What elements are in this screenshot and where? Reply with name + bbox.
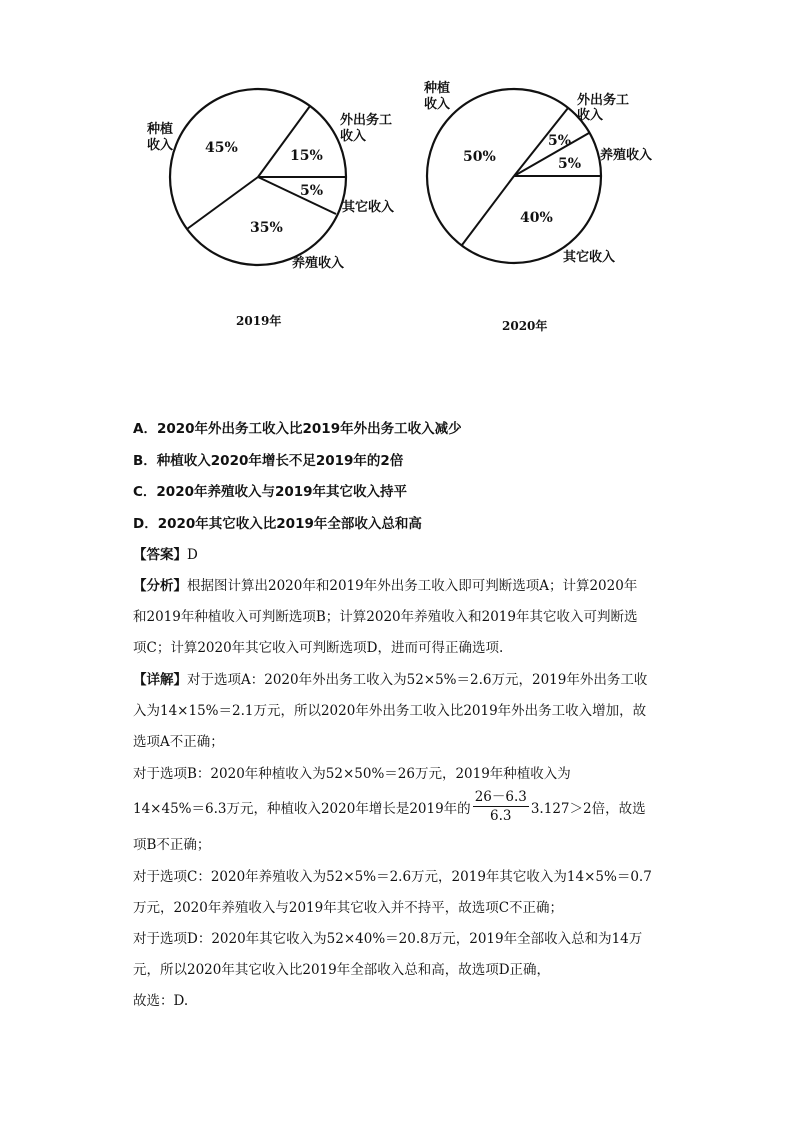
answer-tag: 【答案】 (133, 547, 187, 563)
pie-slice-label: 45% (205, 140, 238, 156)
detail-text: 对于选项A：2020年外出务工收入为52×5%＝2.6万元，2019年外出务工收 (187, 672, 648, 688)
pie-category-label: 收入 (147, 138, 174, 153)
answer-text: D (187, 547, 198, 563)
analysis-tag: 【分析】 (133, 578, 187, 594)
analysis-line: 和2019年种植收入可判断选项B；计算2020年养殖收入和2019年其它收入可判断选 (133, 609, 638, 625)
pie-category-label: 收入 (340, 129, 367, 144)
pie-charts-area (0, 0, 794, 360)
detail-line: 项B不正确； (133, 837, 211, 853)
pie-2020 (423, 80, 652, 333)
pie-category-label: 外出务工 (577, 93, 630, 108)
pie-category-label: 养殖收入 (600, 148, 653, 163)
pie-category-label: 其它收入 (342, 200, 395, 215)
option-d: D．2020年其它收入比2019年全部收入总和高 (133, 516, 422, 532)
fraction-denominator: 6.3 (490, 808, 512, 824)
detail-line: 万元，2020年养殖收入与2019年其它收入并不持平，故选项C不正确； (133, 900, 564, 916)
pie-category-label: 外出务工 (340, 113, 393, 128)
detail-fraction-line (133, 788, 646, 825)
pie-category-label: 种植 (424, 81, 451, 96)
pie-category-label: 收入 (577, 108, 604, 123)
answer-line (133, 545, 198, 565)
pie-2019-divider (187, 177, 258, 229)
pie-2020-divider (462, 176, 514, 245)
pie-category-label: 养殖收入 (292, 256, 345, 271)
option-c: C．2020年养殖收入与2019年其它收入持平 (133, 484, 408, 500)
detail-line (133, 670, 647, 690)
pie-2019 (146, 89, 394, 328)
analysis-line (133, 576, 637, 596)
fraction-numerator: 26－6.3 (474, 789, 527, 805)
pie-2019-divider (258, 106, 310, 177)
pie-charts-svg (0, 0, 794, 360)
pie-slice-label: 50% (463, 149, 496, 165)
detail-line: 元，所以2020年其它收入比2019年全部收入总和高，故选项D正确， (133, 962, 551, 978)
detail-line: 对于选项B：2020年种植收入为52×50%＝26万元，2019年种植收入为 (133, 766, 571, 782)
pie-2019-divider (258, 177, 336, 214)
pie-slice-label: 15% (290, 148, 323, 164)
pie-2019-year: 2019年 (236, 314, 282, 328)
option-b: B．种植收入2020年增长不足2019年的2倍 (133, 453, 404, 469)
pie-slice-label: 5% (548, 133, 572, 149)
pie-slice-label: 5% (558, 156, 582, 172)
pie-2020-year: 2020年 (502, 319, 548, 333)
detail-text: 14×45%＝6.3万元，种植收入2020年增长是2019年的 (133, 800, 471, 817)
pie-slice-label: 5% (300, 183, 324, 199)
detail-line: 对于选项D：2020年其它收入为52×40%＝20.8万元，2019年全部收入总和为14万 (133, 931, 643, 947)
detail-tag: 【详解】 (133, 672, 187, 688)
pie-category-label: 收入 (424, 97, 451, 112)
detail-line: 故选：D. (133, 993, 189, 1009)
option-a: A．2020年外出务工收入比2019年外出务工收入减少 (133, 421, 462, 437)
analysis-line: 项C；计算2020年其它收入可判断选项D，进而可得正确选项. (133, 640, 504, 656)
detail-line: 选项A不正确； (133, 734, 224, 750)
pie-slice-label: 40% (520, 210, 553, 226)
detail-text: 3.127＞2倍，故选 (530, 800, 646, 817)
detail-line: 入为14×15%＝2.1万元，所以2020年外出务工收入比2019年外出务工收入增加，故 (133, 703, 647, 719)
analysis-text: 根据图计算出2020年和2019年外出务工收入即可判断选项A；计算2020年 (187, 578, 638, 594)
detail-line: 对于选项C：2020年养殖收入为52×5%＝2.6万元，2019年其它收入为14×5%＝0.7 (133, 869, 652, 885)
pie-category-label: 其它收入 (563, 250, 616, 265)
fraction (473, 788, 529, 825)
pie-slice-label: 35% (250, 220, 283, 236)
pie-category-label: 种植 (147, 122, 174, 137)
